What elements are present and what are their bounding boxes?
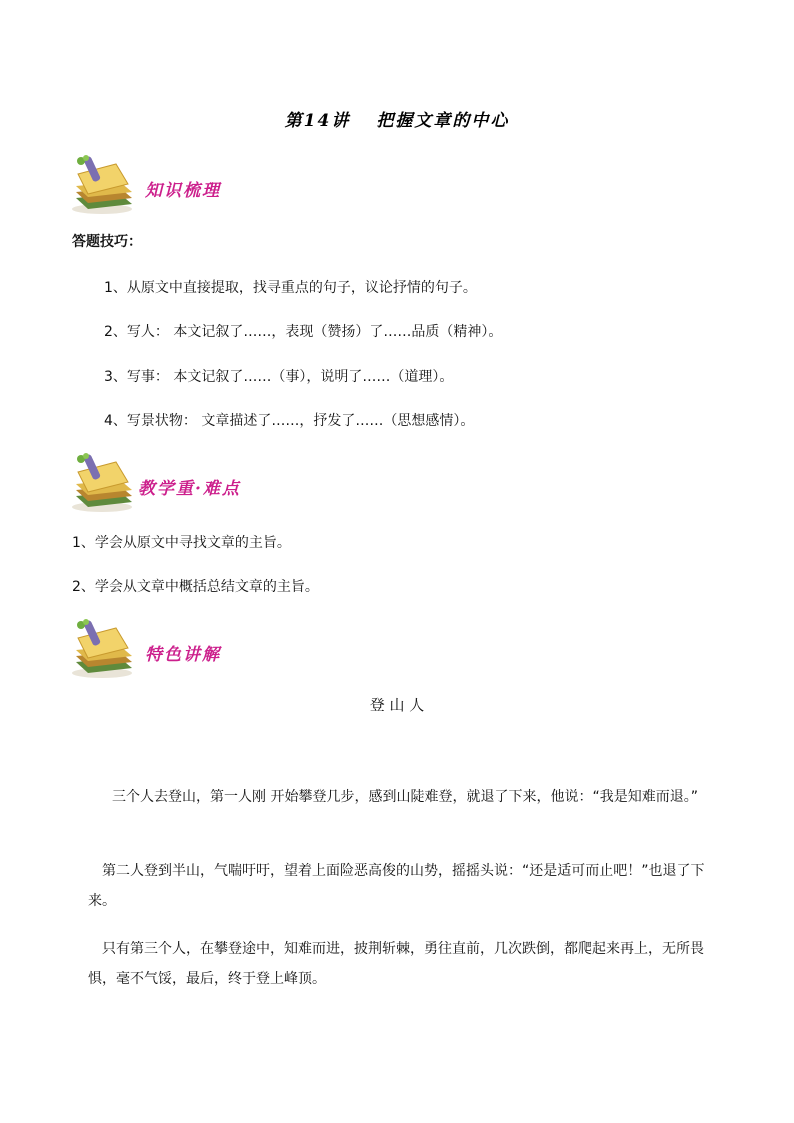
story-paragraph: 只有第三个人，在攀登途中，知难而进，披荆斩棘，勇往直前，几次跌倒，都爬起来再上，无所畏惧，毫不气馁，最后，终于登上峰顶。 <box>88 941 704 987</box>
lesson-topic: 把握文章的中心 <box>376 111 510 131</box>
list-item: 1、学会从原文中寻找文章的主旨。 <box>72 535 291 551</box>
story-paragraph: 第二人登到半山，气喘吁吁，望着上面险恶高俊的山势，摇摇头说：“还是适可而止吧！”也退了下来。 <box>88 863 705 909</box>
section-knowledge-header <box>66 154 138 220</box>
section-keypoints-header <box>66 452 138 518</box>
list-item: 1、从原文中直接提取，找寻重点的句子，议论抒情的句子。 <box>104 280 477 296</box>
story-paragraph: 三个人去登山，第一人刚 开始攀登几步，感到山陡难登，就退了下来，他说：“我是知难而退。” <box>112 789 698 805</box>
section-title: 知识梳理 <box>145 181 221 201</box>
list-item: 2、学会从文章中概括总结文章的主旨。 <box>72 579 319 595</box>
book-stack-icon <box>66 618 138 680</box>
knowledge-heading: 答题技巧： <box>72 234 142 250</box>
story-title: 登 山 人 <box>369 696 425 714</box>
page-title <box>0 106 794 131</box>
book-stack-icon <box>66 154 138 216</box>
list-item: 4、写景状物： 文章描述了……，抒发了……（思想感情）。 <box>104 413 475 429</box>
section-title: 教学重·难点 <box>138 479 241 499</box>
list-item: 2、写人： 本文记叙了……，表现（赞扬）了……品质（精神）。 <box>104 324 503 340</box>
lesson-number: 第14讲 <box>284 111 351 131</box>
book-stack-icon <box>66 452 138 514</box>
list-item: 3、写事： 本文记叙了……（事），说明了……（道理）。 <box>104 369 454 385</box>
section-title: 特色讲解 <box>145 645 221 665</box>
section-feature-header <box>66 618 138 684</box>
